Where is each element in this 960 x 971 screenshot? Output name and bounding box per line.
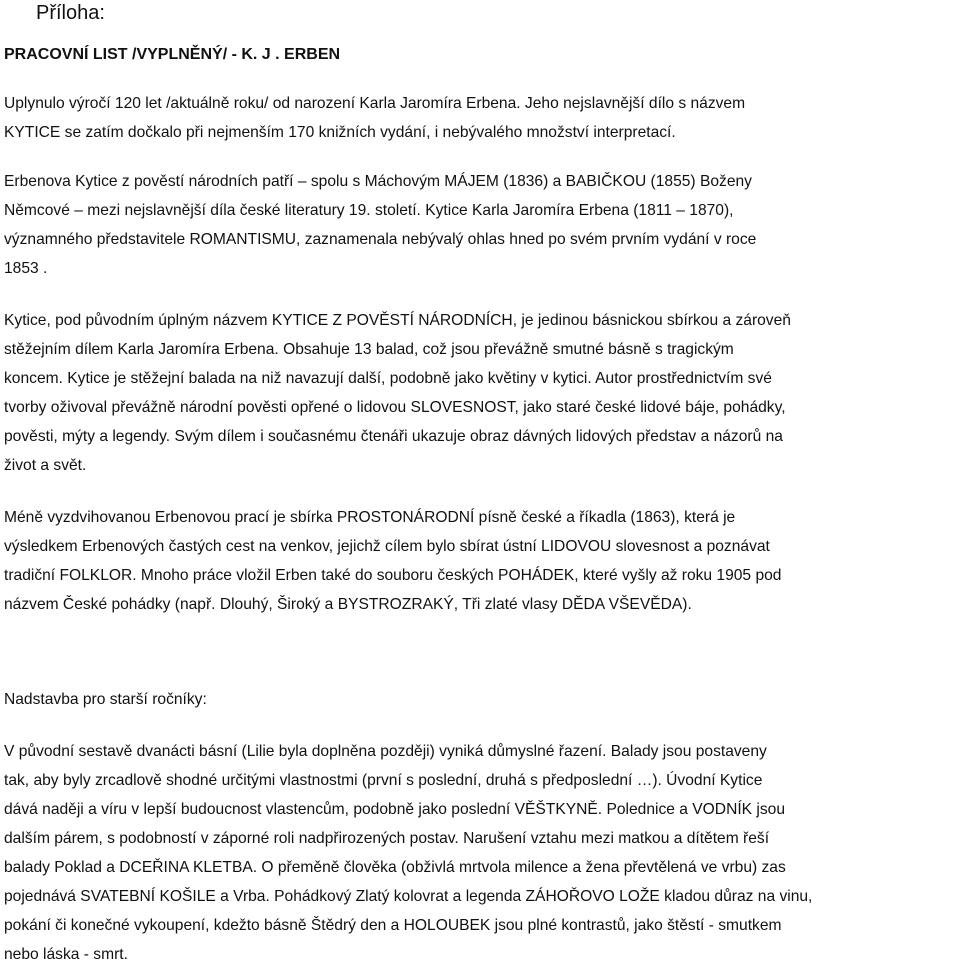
paragraph-line: nebo láska - smrt. — [4, 946, 128, 963]
paragraph-line: významného představitele ROMANTISMU, zaznamenala nebývalý ohlas hned po svém prvním vydání v roce — [4, 231, 757, 248]
paragraph-anniversary — [4, 89, 956, 147]
paragraph-line: Kytice, pod původním úplným názvem KYTICE Z POVĚSTÍ NÁRODNÍCH, je jedinou básnickou sbírkou a zároveň — [4, 312, 791, 329]
worksheet-title: PRACOVNÍ LIST /VYPLNĚNÝ/ - K. J . ERBEN — [4, 46, 341, 63]
paragraph-line: stěžejním dílem Karla Jaromíra Erbena. Obsahuje 13 balad, což jsou převážně smutné básně s tragickým — [4, 341, 734, 358]
paragraph-line: pojednává SVATEBNÍ KOŠILE a Vrba. Pohádkový Zlatý kolovrat a legenda ZÁHOŘOVO LOŽE kladou důraz na vinu, — [4, 888, 813, 905]
section-heading-advanced — [4, 690, 956, 710]
paragraph-line: V původní sestavě dvanácti básní (Lilie byla doplněna později) vyniká důmyslné řazení. Balady jsou postaveny — [4, 743, 767, 760]
paragraph-line: názvem České pohádky (např. Dlouhý, Široký a BYSTROZRAKÝ, Tři zlaté vlasy DĚDA VŠEVĚDA). — [4, 596, 692, 613]
paragraph-line: Méně vyzdvihovanou Erbenovou prací je sbírka PROSTONÁRODNÍ písně české a říkadla (1863), která je — [4, 509, 736, 526]
paragraph-line: výsledkem Erbenových častých cest na venkov, jejichž cílem bylo sbírat ústní LIDOVOU slovesnost a poznávat — [4, 538, 770, 555]
paragraph-kytice-description — [4, 306, 956, 480]
paragraph-line: 1853 . — [4, 260, 48, 277]
paragraph-line: tradiční FOLKLOR. Mnoho práce vložil Erben také do souboru českých POHÁDEK, které vyšly až roku 1905 pod — [4, 567, 782, 584]
paragraph-line: koncem. Kytice je stěžejní balada na niž navazují další, podobně jako květiny v kytici. Autor prostřednictvím své — [4, 370, 772, 387]
paragraph-line: KYTICE se zatím dočkalo při nejmenším 170 knižních vydání, i nebývalého množství interpretací. — [4, 124, 676, 141]
paragraph-line: pověsti, mýty a legendy. Svým dílem i současnému čtenáři ukazuje obraz dávných lidových představ a názorů na — [4, 428, 783, 445]
paragraph-folk-collections — [4, 503, 956, 619]
appendix-heading: Příloha: — [36, 2, 105, 24]
paragraph-line: Nadstavba pro starší ročníky: — [4, 691, 207, 708]
paragraph-line: Uplynulo výročí 120 let /aktuálně roku/ od narození Karla Jaromíra Erbena. Jeho nejslavnější dílo s názvem — [4, 95, 746, 112]
paragraph-line: pokání či konečné vykoupení, kdežto básně Štědrý den a HOLOUBEK jsou plné kontrastů, jako štěstí - smutkem — [4, 917, 782, 934]
paragraph-line: Němcové – mezi nejslavnější díla české literatury 19. století. Kytice Karla Jaromíra Erbena (1811 – 1870), — [4, 202, 734, 219]
paragraph-ballad-structure — [4, 737, 956, 969]
paragraph-line: balady Poklad a DCEŘINA KLETBA. O přeměně člověka (obživlá mrtvola milence a žena převtělená ve vrbu) zas — [4, 859, 786, 876]
paragraph-line: tvorby oživoval převážně národní pověsti opřené o lidovou SLOVESNOST, jako staré české lidové báje, pohádky, — [4, 399, 786, 416]
paragraph-line: Erbenova Kytice z pověstí národních patří – spolu s Máchovým MÁJEM (1836) a BABIČKOU (1855) Boženy — [4, 173, 752, 190]
paragraph-line: dalším párem, s podobností v záporné roli nadpřirozených postav. Narušení vztahu mezi matkou a dítětem řeší — [4, 830, 770, 847]
paragraph-kytice-context — [4, 167, 956, 283]
paragraph-line: tak, aby byly zrcadlově shodné určitými vlastnostmi (první s poslední, druhá s předposlední …). Úvodní Kytice — [4, 772, 763, 789]
paragraph-line: život a svět. — [4, 457, 87, 474]
paragraph-line: dává naději a víru v lepší budoucnost vlastencům, podobně jako poslední VĚŠTKYNĚ. Polednice a VODNÍK jsou — [4, 801, 786, 818]
